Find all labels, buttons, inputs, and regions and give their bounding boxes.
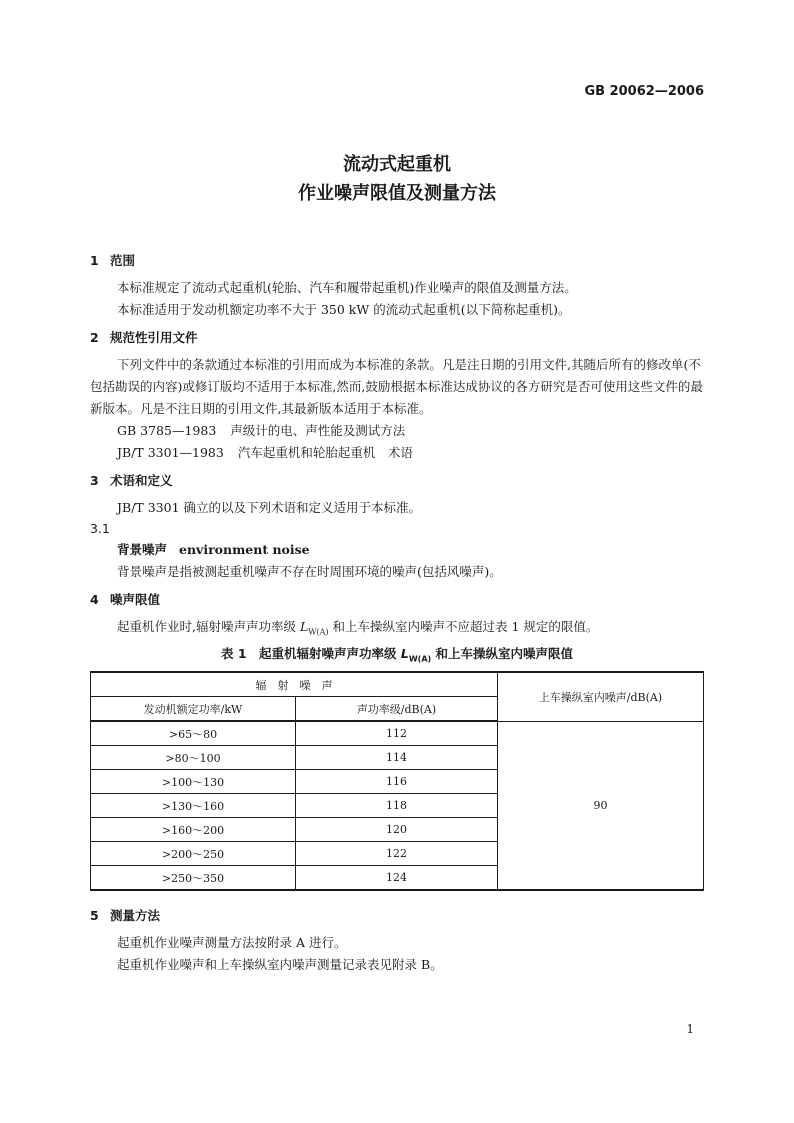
level-cell: 114	[296, 746, 498, 770]
section-number: 5	[90, 908, 99, 923]
text-part: 起重机作业时,辐射噪声声功率级	[117, 619, 300, 634]
section-2-heading	[90, 327, 704, 349]
terms-paragraph: JB/T 3301 确立的以及下列术语和定义适用于本标准。	[117, 500, 422, 515]
power-cell: >65～80	[91, 721, 296, 746]
section-number: 1	[90, 253, 99, 268]
table-row	[91, 721, 704, 746]
table-title-part: 表 1 起重机辐射噪声声功率级	[220, 645, 401, 661]
standard-code: GB 20062—2006	[584, 84, 704, 99]
scope-paragraph-1: 本标准规定了流动式起重机(轮胎、汽车和履带起重机)作业噪声的限值及测量方法。	[117, 280, 577, 295]
term-chinese: 背景噪声	[117, 542, 168, 557]
cab-noise-cell: 90	[498, 721, 704, 890]
reference-code: JB/T 3301—1983	[117, 445, 224, 460]
section-title: 术语和定义	[110, 473, 173, 488]
reference-title: 声级计的电、声性能及测试方法	[230, 423, 406, 438]
method-paragraph-1: 起重机作业噪声测量方法按附录 A 进行。	[117, 935, 347, 950]
power-cell: >250～350	[91, 866, 296, 891]
document-body	[90, 244, 704, 976]
symbol-subscript: W(A)	[308, 627, 329, 637]
section-5-heading	[90, 905, 704, 927]
term-definition: 背景噪声是指被测起重机噪声不存在时周围环境的噪声(包括风噪声)。	[117, 564, 502, 579]
title-line-1: 流动式起重机	[343, 154, 451, 175]
section-4-heading	[90, 589, 704, 611]
section-1-heading	[90, 250, 704, 272]
subclause-number: 3.1	[90, 521, 110, 536]
level-cell: 120	[296, 818, 498, 842]
method-paragraph-2: 起重机作业噪声和上车操纵室内噪声测量记录表见附录 B。	[117, 957, 443, 972]
level-cell: 116	[296, 770, 498, 794]
section-title: 范围	[110, 253, 136, 268]
level-column-header: 声功率级/dB(A)	[296, 697, 498, 722]
symbol-L: L	[400, 645, 409, 661]
level-cell: 124	[296, 866, 498, 891]
term-entry	[90, 539, 704, 561]
level-cell: 122	[296, 842, 498, 866]
reference-code: GB 3785—1983	[117, 423, 217, 438]
reference-item	[90, 420, 704, 442]
page-number: 1	[686, 1022, 694, 1036]
table-title	[90, 644, 704, 670]
section-title: 规范性引用文件	[110, 330, 198, 345]
symbol-L: L	[299, 619, 309, 634]
noise-limit-paragraph	[90, 616, 704, 644]
scope-paragraph-2: 本标准适用于发动机额定功率不大于 350 kW 的流动式起重机(以下简称起重机)。	[117, 302, 571, 317]
level-cell: 118	[296, 794, 498, 818]
radiated-noise-header: 辐 射 噪 声	[91, 672, 498, 697]
table-title-part: 和上车操纵室内噪声限值	[431, 645, 574, 661]
section-title: 测量方法	[110, 908, 161, 923]
normative-refs-paragraph: 下列文件中的条款通过本标准的引用而成为本标准的条款。凡是注日期的引用文件,其随后所有的修改单(不包括勘误的内容)或修订版均不适用于本标准,然而,鼓励根据本标准达成协议的各方研究是否可使用这些文件的最新版本。凡是不注日期的引用文件,其最新版本适用于本标准。	[90, 357, 703, 416]
symbol-subscript: W(A)	[408, 654, 432, 663]
document-title	[0, 150, 794, 208]
section-number: 3	[90, 473, 99, 488]
power-cell: >80～100	[91, 746, 296, 770]
reference-title: 汽车起重机和轮胎起重机 术语	[237, 445, 413, 460]
section-number: 4	[90, 592, 99, 607]
section-title: 噪声限值	[110, 592, 161, 607]
text-part: 和上车操纵室内噪声不应超过表 1 规定的限值。	[328, 619, 599, 634]
section-number: 2	[90, 330, 99, 345]
power-cell: >160～200	[91, 818, 296, 842]
power-column-header: 发动机额定功率/kW	[91, 697, 296, 722]
noise-limit-table	[90, 671, 704, 891]
title-line-2: 作业噪声限值及测量方法	[298, 183, 496, 204]
section-3-heading	[90, 470, 704, 492]
term-english: environment noise	[179, 542, 310, 557]
power-cell: >100～130	[91, 770, 296, 794]
reference-item	[90, 442, 704, 464]
power-cell: >200～250	[91, 842, 296, 866]
level-cell: 112	[296, 721, 498, 746]
power-cell: >130～160	[91, 794, 296, 818]
cab-noise-header: 上车操纵室内噪声/dB(A)	[498, 672, 704, 721]
